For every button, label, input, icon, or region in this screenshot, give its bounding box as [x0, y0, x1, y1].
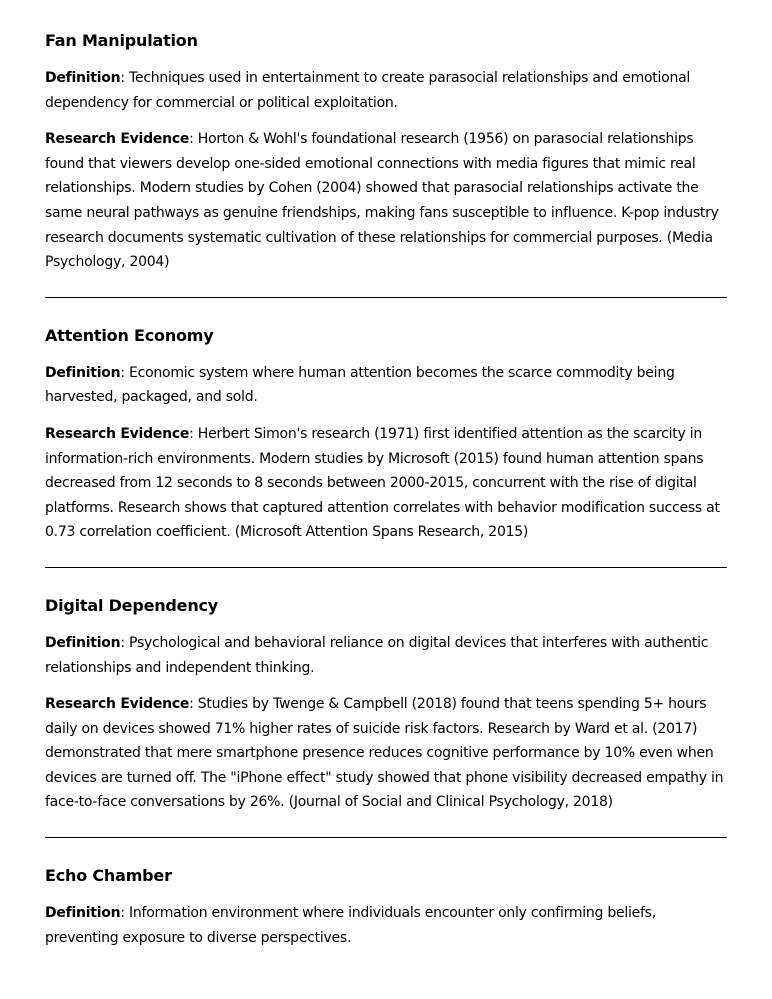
definition-paragraph	[45, 631, 727, 680]
research-evidence-label: Research Evidence	[45, 131, 190, 148]
evidence-paragraph	[45, 692, 727, 815]
evidence-text: : Herbert Simon's research (1971) first identified attention as the scarcity in information-rich environments. Modern studies by Microsoft (2015) found human attention spans decreased from 12 seconds to 8 seconds between 2000-2015, concurrent with the rise of digital platforms. Research shows that captured attention correlates with behavior modification success at 0.73 correlation coefficient. (Microsoft Attention Spans Research, 2015)	[45, 425, 720, 541]
section-divider	[45, 567, 727, 568]
term-section-echo-chamber	[45, 865, 727, 950]
term-section-digital-dependency	[45, 595, 727, 815]
term-title: Digital Dependency	[45, 595, 219, 615]
definition-paragraph	[45, 361, 727, 410]
definition-label: Definition	[45, 634, 121, 651]
section-divider	[45, 837, 727, 838]
term-title: Fan Manipulation	[45, 31, 198, 50]
term-section-fan-manipulation	[45, 30, 727, 275]
research-evidence-label: Research Evidence	[45, 696, 190, 713]
definition-label: Definition	[45, 905, 121, 922]
evidence-paragraph	[45, 127, 727, 275]
definition-text: : Psychological and behavioral reliance on digital devices that interferes with authentic relationships and independent thinking.	[45, 634, 709, 676]
definition-text: : Economic system where human attention becomes the scarce commodity being harvested, packaged, and sold.	[45, 364, 675, 406]
evidence-text: : Horton & Wohl's foundational research (1956) on parasocial relationships found that viewers develop one-sided emotional connections with media figures that mimic real relationships. Modern studies by Cohen (2004) showed that parasocial relationships activate the same neural pathways as genuine friendships, making fans susceptible to influence. K-pop industry research documents systematic cultivation of these relationships for commercial purposes. (Media Psychology, 2004)	[45, 131, 719, 271]
definition-label: Definition	[45, 70, 121, 86]
term-title: Attention Economy	[45, 325, 214, 345]
evidence-text: : Studies by Twenge & Campbell (2018) found that teens spending 5+ hours daily on devices showed 71% higher rates of suicide risk factors. Research by Ward et al. (2017) demonstrated that mere smartphone presence reduces cognitive performance by 10% even when devices are turned off. The "iPhone effect" study showed that phone visibility decreased empathy in face-to-face conversations by 26%. (Journal of Social and Clinical Psychology, 2018)	[45, 696, 724, 811]
term-section-attention-economy	[45, 325, 727, 545]
research-evidence-label: Research Evidence	[45, 425, 190, 442]
definition-text: : Techniques used in entertainment to create parasocial relationships and emotional dependency for commercial or political exploitation.	[45, 70, 691, 111]
definition-label: Definition	[45, 364, 121, 381]
term-title: Echo Chamber	[45, 866, 172, 886]
evidence-paragraph	[45, 422, 727, 545]
definition-paragraph	[45, 66, 727, 115]
definition-text: : Information environment where individuals encounter only confirming beliefs, preventing exposure to diverse perspectives.	[45, 905, 656, 946]
definition-paragraph	[45, 901, 727, 950]
section-divider	[45, 297, 727, 298]
